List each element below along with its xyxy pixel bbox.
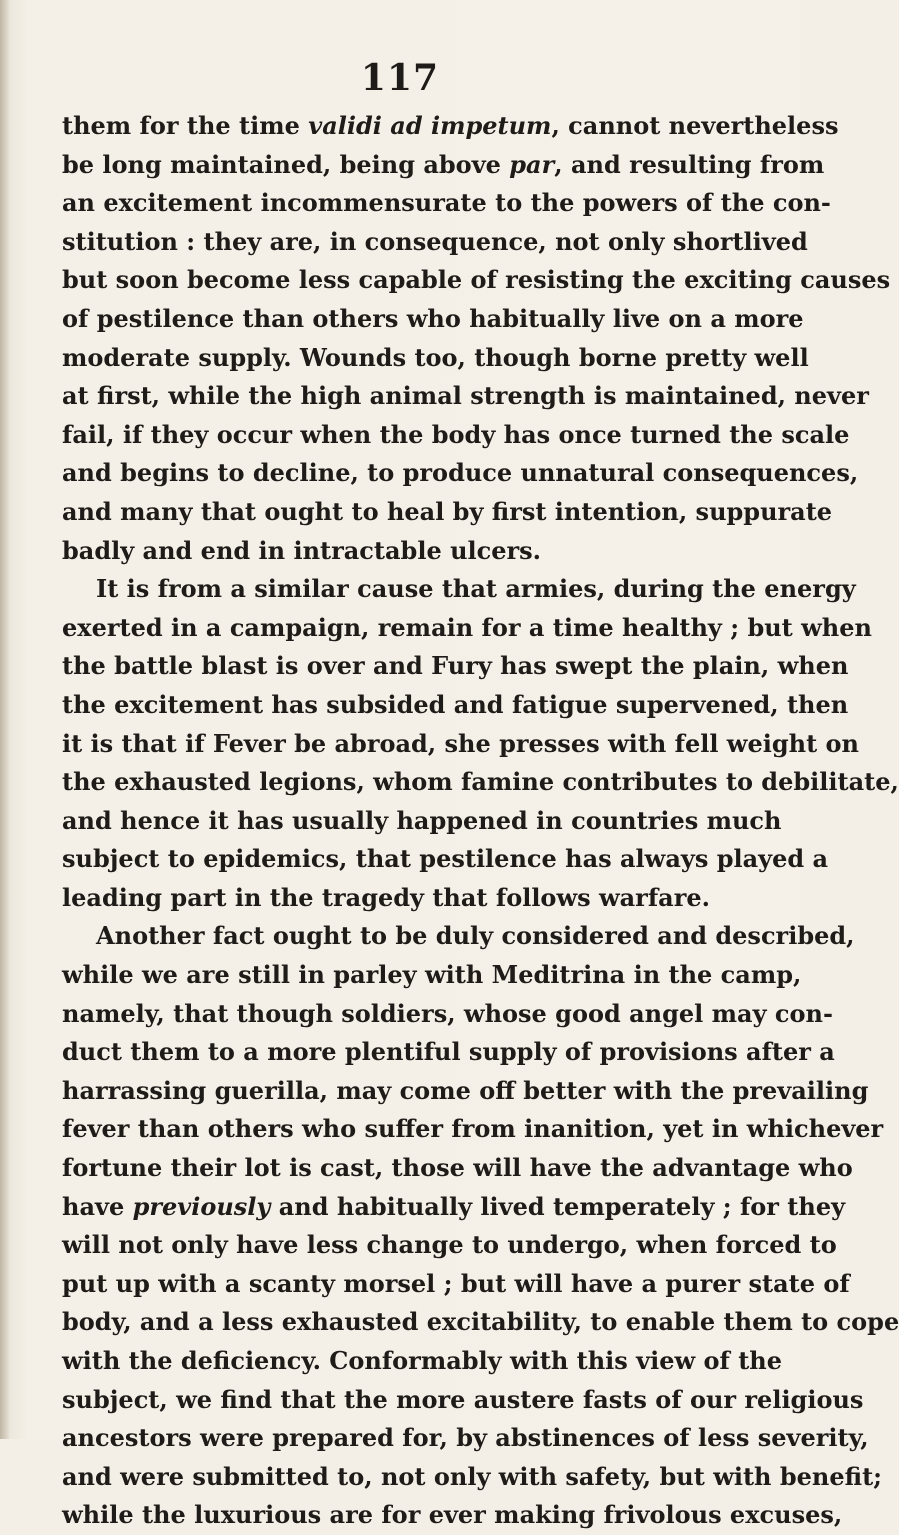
line-text: at first, while the high animal strength is maintained, never <box>62 381 869 411</box>
line-text: leading part in the tragedy that follows warfare. <box>62 882 710 912</box>
text-line <box>62 184 831 223</box>
text-line <box>62 725 859 764</box>
line-text: be long maintained, being above <box>62 149 510 179</box>
line-text: and many that ought to heal by first intention, suppurate <box>62 496 833 526</box>
line-text: of pestilence than others who habitually live on a more <box>62 303 804 333</box>
line-text: and habitually lived temperately ; for they <box>270 1191 846 1221</box>
line-text: them for the time <box>62 111 309 140</box>
line-text: body, and a less exhausted excitability, to enable them to cope <box>62 1307 899 1337</box>
line-text: with the deficiency. Conformably with this view of the <box>62 1346 782 1375</box>
line-text: and begins to decline, to produce unnatural consequences, <box>62 458 859 488</box>
text-line <box>62 879 760 918</box>
text-line <box>62 454 859 493</box>
text-line <box>62 1458 883 1497</box>
text-line <box>62 300 804 339</box>
italic-text: validi ad impetum <box>308 111 552 140</box>
text-line <box>62 1072 869 1111</box>
line-text: stitution : they are, in consequence, not only shortlived <box>62 226 808 256</box>
text-line <box>62 802 782 841</box>
text-line <box>62 956 802 995</box>
text-line <box>62 995 833 1034</box>
line-text: fortune their lot is cast, those will have the advantage who <box>62 1153 853 1183</box>
line-text: have <box>62 1191 133 1221</box>
line-text: namely, that though soldiers, whose good angel may con- <box>62 998 833 1028</box>
body-text <box>62 107 899 1535</box>
line-text: put up with a scanty morsel ; but will have a purer state of <box>62 1268 850 1298</box>
line-text: badly and end in intractable ulcers. <box>62 535 542 565</box>
text-line <box>62 1110 884 1149</box>
page-number: 117 <box>360 57 440 99</box>
line-text: exerted in a campaign, remain for a time healthy ; but when <box>62 612 872 642</box>
text-line <box>62 570 856 609</box>
text-line <box>62 609 872 648</box>
text-line <box>62 1342 782 1381</box>
text-line <box>62 647 849 686</box>
text-line <box>62 1381 864 1420</box>
line-text: but soon become less capable of resisting the exciting causes <box>62 265 891 295</box>
line-text: the battle blast is over and Fury has swept the plain, when <box>62 651 849 681</box>
line-text: duct them to a more plentiful supply of provisions after a <box>62 1037 835 1067</box>
line-text: it is that if Fever be abroad, she presses with fell weight on <box>62 728 859 758</box>
text-line <box>62 261 891 300</box>
text-line <box>62 107 839 146</box>
text-line <box>62 1033 835 1072</box>
text-line <box>62 1496 843 1535</box>
line-text: harrassing guerilla, may come off better with the prevailing <box>62 1075 869 1105</box>
text-line <box>62 1419 869 1458</box>
text-line <box>62 416 850 455</box>
text-line <box>62 917 855 956</box>
line-text: Another fact ought to be duly considered and described, <box>96 921 855 951</box>
line-text: the exhausted legions, whom famine contributes to debilitate, <box>62 767 899 797</box>
line-text: an excitement incommensurate to the powers of the con- <box>62 188 831 218</box>
line-text: It is from a similar cause that armies, during the energy <box>96 574 856 604</box>
line-text: will not only have less change to undergo, when forced to <box>62 1230 837 1260</box>
text-line <box>62 339 809 378</box>
line-text: subject to epidemics, that pestilence has always played a <box>62 844 829 874</box>
line-text: while the luxurious are for ever making frivolous excuses, <box>62 1500 843 1530</box>
line-text: and hence it has usually happened in countries much <box>62 805 782 835</box>
line-text: fail, if they occur when the body has once turned the scale <box>62 419 850 449</box>
text-line <box>62 1303 899 1342</box>
text-line <box>62 1265 850 1304</box>
italic-text: par <box>509 149 555 179</box>
text-line <box>62 146 825 185</box>
line-text: while we are still in parley with Meditrina in the camp, <box>62 960 802 990</box>
line-text: the excitement has subsided and fatigue supervened, then <box>62 689 849 719</box>
text-line <box>62 840 829 879</box>
text-line <box>62 1226 837 1265</box>
text-line <box>62 493 833 532</box>
line-text: ancestors were prepared for, by abstinences of less severity, <box>62 1423 869 1453</box>
line-text: subject, we find that the more austere fasts of our religious <box>62 1384 864 1414</box>
italic-text: previously <box>132 1191 271 1221</box>
line-text: , and resulting from <box>554 149 825 179</box>
text-line <box>62 686 849 725</box>
text-line <box>62 763 899 802</box>
text-line <box>62 377 869 416</box>
line-text: and were submitted to, not only with safety, but with benefit; <box>62 1461 883 1491</box>
text-line <box>62 1188 846 1227</box>
line-text: , cannot nevertheless <box>551 111 839 140</box>
line-text: moderate supply. Wounds too, though borne pretty well <box>62 342 809 372</box>
text-line <box>62 223 808 262</box>
line-text: fever than others who suffer from inanition, yet in whichever <box>62 1114 884 1144</box>
text-line <box>62 1149 853 1188</box>
text-line <box>62 532 760 571</box>
binding-edge <box>0 0 10 1439</box>
